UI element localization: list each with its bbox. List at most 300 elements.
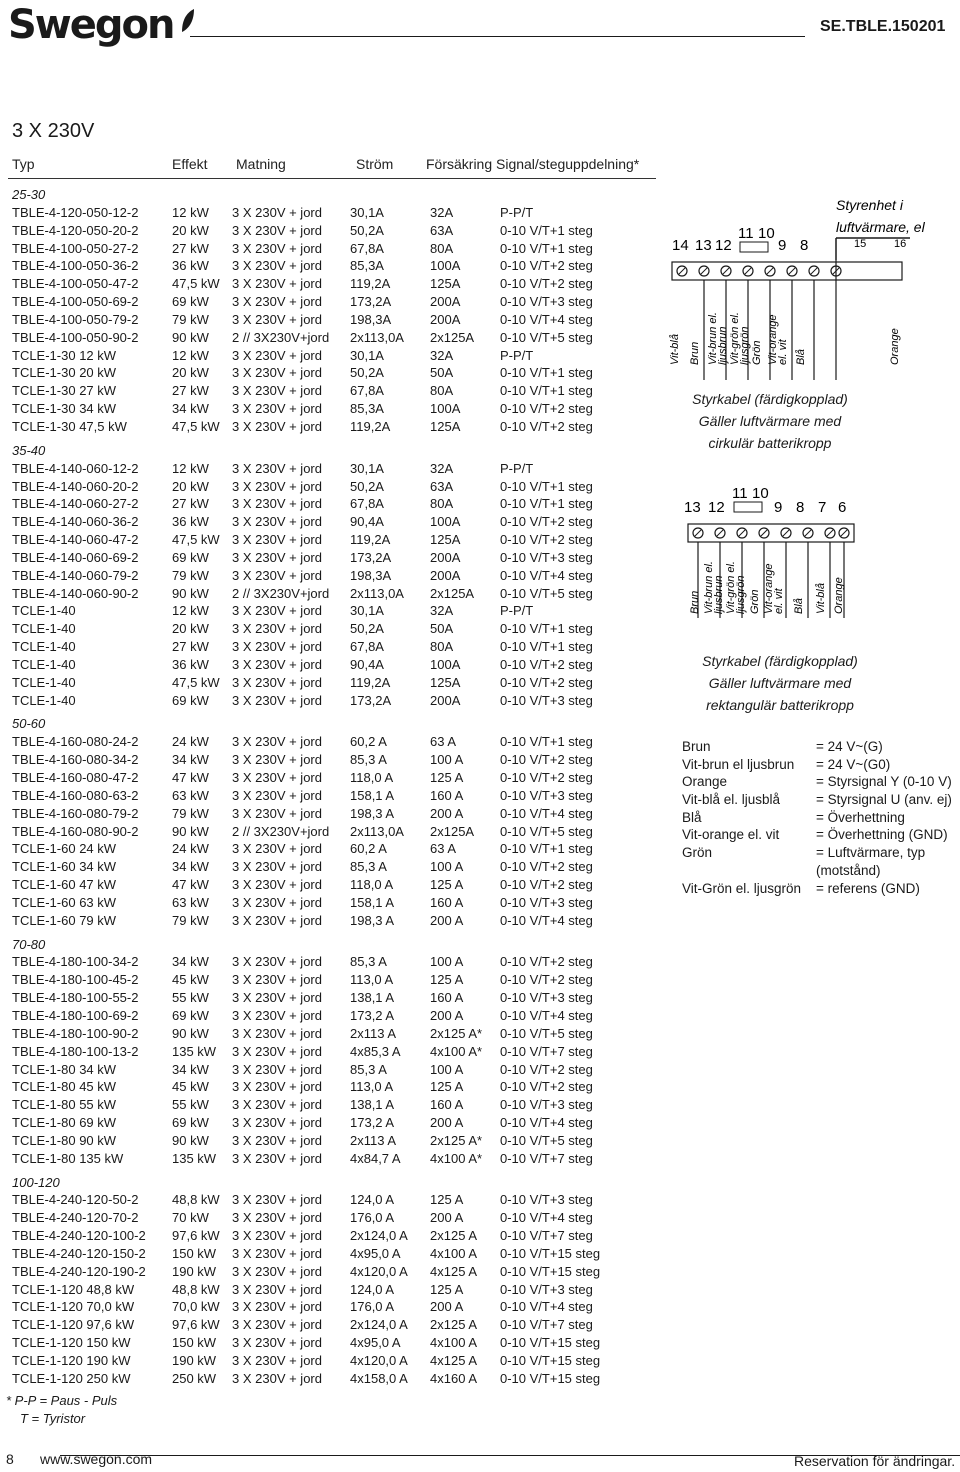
cell-matning: 3 X 230V + jord: [232, 418, 322, 434]
cell-matning: 3 X 230V + jord: [232, 532, 322, 548]
cell-matning: 3 X 230V + jord: [232, 1025, 322, 1041]
cell-signal: P-P/T: [500, 603, 534, 619]
table-row: [12, 1043, 652, 1061]
cell-matning: 3 X 230V + jord: [232, 1079, 322, 1095]
cell-strom: 4x95,0 A: [350, 1335, 401, 1351]
cell-forsakring: 200 A: [430, 1115, 464, 1131]
cell-matning: 3 X 230V + jord: [232, 912, 322, 928]
cell-typ: TCLE-1-40: [12, 621, 76, 637]
cell-typ: TCLE-1-80 34 kW: [12, 1061, 117, 1077]
cell-typ: TBLE-4-160-080-34-2: [12, 752, 139, 768]
cell-forsakring: 200 A: [430, 912, 464, 928]
cell-effekt: 55 kW: [172, 1097, 209, 1113]
table-row: [12, 1096, 652, 1114]
cell-signal: 0-10 V/T+4 steg: [500, 1210, 593, 1226]
cell-effekt: 12 kW: [172, 460, 209, 476]
cell-forsakring: 200 A: [430, 1299, 464, 1315]
cell-typ: TCLE-1-60 47 kW: [12, 877, 117, 893]
group-heading: 50-60: [12, 716, 46, 732]
cell-matning: 3 X 230V + jord: [232, 770, 322, 785]
cell-typ: TBLE-4-100-050-36-2: [12, 258, 139, 274]
cell-matning: 3 X 230V + jord: [232, 1115, 322, 1131]
cell-signal: 0-10 V/T+1 steg: [500, 383, 593, 399]
group-heading: 70-80: [12, 936, 46, 952]
cell-forsakring: 32A: [430, 204, 454, 220]
cell-forsakring: 200A: [430, 692, 461, 708]
cell-effekt: 47,5 kW: [172, 276, 220, 292]
cell-signal: 0-10 V/T+5 steg: [500, 823, 593, 839]
cell-strom: 50,2A: [350, 478, 384, 494]
cell-effekt: 90 kW: [172, 329, 209, 345]
cell-effekt: 20 kW: [172, 222, 209, 238]
cell-strom: 173,2 A: [350, 1007, 395, 1023]
cell-forsakring: 125A: [430, 674, 461, 690]
cell-forsakring: 125A: [430, 418, 461, 434]
cell-matning: 3 X 230V + jord: [232, 1097, 322, 1113]
table-row: [12, 1263, 652, 1281]
cell-matning: 3 X 230V + jord: [232, 841, 322, 857]
footnote-line-1: * P-P = Paus - Puls: [6, 1393, 118, 1408]
col-header-forsakring: Försäkring: [426, 156, 493, 172]
cell-effekt: 12 kW: [172, 347, 209, 363]
cell-effekt: 250 kW: [172, 1370, 217, 1386]
cell-strom: 85,3A: [350, 401, 384, 417]
table-row: [12, 1316, 652, 1334]
terminal-11: 11: [738, 225, 754, 242]
cell-strom: 4x84,7 A: [350, 1150, 401, 1166]
cell-effekt: 47,5 kW: [172, 418, 220, 434]
cell-forsakring: 4x125 A: [430, 1353, 477, 1368]
cell-matning: 3 X 230V + jord: [232, 1299, 322, 1315]
cell-typ: TCLE-1-40: [12, 674, 76, 690]
cell-signal: 0-10 V/T+2 steg: [500, 656, 593, 672]
screw-slot: [723, 268, 729, 274]
cell-strom: 90,4A: [350, 656, 384, 672]
table-row: [12, 1245, 652, 1263]
cell-matning: 3 X 230V + jord: [232, 1192, 322, 1208]
cell-typ: TBLE-4-140-060-27-2: [12, 496, 139, 512]
cell-strom: 85,3 A: [350, 859, 387, 875]
cell-effekt: 48,8 kW: [172, 1192, 220, 1208]
diagram1-caption-3: cirkulär batterikropp: [708, 435, 832, 451]
cell-signal: 0-10 V/T+7 steg: [500, 1043, 593, 1059]
cell-strom: 119,2A: [350, 276, 391, 292]
terminal-9: 9: [774, 499, 783, 516]
cell-matning: 3 X 230V + jord: [232, 1335, 322, 1351]
cell-strom: 176,0 A: [350, 1210, 395, 1226]
footnote-line-2: T = Tyristor: [20, 1411, 86, 1426]
cell-forsakring: 100A: [430, 258, 461, 274]
document-code: SE.TBLE.150201: [820, 18, 946, 35]
cell-signal: 0-10 V/T+3 steg: [500, 894, 593, 910]
cell-typ: TBLE-4-180-100-13-2: [12, 1043, 139, 1059]
cell-effekt: 69 kW: [172, 549, 209, 565]
table-row: [12, 638, 652, 656]
terminal-7: 7: [818, 499, 827, 516]
cell-typ: TBLE-4-100-050-90-2: [12, 329, 139, 345]
cell-forsakring: 4x100 A: [430, 1245, 477, 1261]
cell-forsakring: 100A: [430, 401, 461, 417]
cell-strom: 30,1A: [350, 603, 384, 619]
legend-color: Vit-brun el ljusbrun: [682, 756, 795, 772]
table-row: [12, 1132, 652, 1150]
cell-matning: 3 X 230V + jord: [232, 240, 322, 256]
cell-forsakring: 2x125 A: [430, 1317, 477, 1333]
terminal-11: 11: [732, 485, 748, 502]
table-row: [12, 1334, 652, 1352]
cell-signal: 0-10 V/T+1 steg: [500, 734, 593, 750]
cell-effekt: 90 kW: [172, 1132, 209, 1148]
cell-signal: 0-10 V/T+2 steg: [500, 972, 593, 988]
cell-typ: TBLE-4-140-060-20-2: [12, 478, 139, 494]
cell-matning: 3 X 230V + jord: [232, 1281, 322, 1297]
cell-signal: 0-10 V/T+2 steg: [500, 1079, 593, 1095]
resistor-symbol: [734, 502, 762, 512]
cell-effekt: 47,5 kW: [172, 532, 220, 548]
table-row: [12, 1025, 652, 1043]
cell-signal: 0-10 V/T+3 steg: [500, 1281, 593, 1297]
cell-matning: 3 X 230V + jord: [232, 1245, 322, 1261]
table-row: [12, 400, 652, 418]
cell-matning: 3 X 230V + jord: [232, 1150, 322, 1166]
cell-forsakring: 32A: [430, 603, 454, 619]
cell-matning: 3 X 230V + jord: [232, 1228, 322, 1244]
cell-typ: TBLE-4-140-060-12-2: [12, 460, 139, 476]
cell-signal: 0-10 V/T+4 steg: [500, 311, 593, 327]
cell-forsakring: 125 A: [430, 770, 464, 785]
wire-label: Orange: [833, 577, 845, 614]
legend-color: Vit-orange el. vit: [682, 827, 780, 843]
cell-signal: 0-10 V/T+2 steg: [500, 770, 593, 785]
footer-note: Reservation för ändringar.: [794, 1453, 956, 1469]
cell-effekt: 12 kW: [172, 204, 209, 220]
legend-meaning: = Överhettning (GND): [816, 827, 948, 843]
table-header-rule: [8, 178, 656, 179]
cell-typ: TCLE-1-30 20 kW: [12, 365, 117, 381]
cell-strom: 118,0 A: [350, 877, 394, 893]
wire-label: Orange: [889, 328, 901, 365]
cell-matning: 3 X 230V + jord: [232, 805, 322, 821]
cell-forsakring: 100 A: [430, 859, 464, 875]
cell-typ: TCLE-1-30 27 kW: [12, 383, 117, 399]
cell-strom: 60,2 A: [350, 841, 387, 857]
cell-strom: 85,3 A: [350, 954, 387, 970]
screw-slot: [761, 530, 767, 536]
wire-label: Grön: [749, 589, 761, 614]
cell-effekt: 135 kW: [172, 1043, 217, 1059]
cell-signal: 0-10 V/T+4 steg: [500, 1007, 593, 1023]
diagram1-caption-1: Styrkabel (färdigkopplad): [692, 391, 848, 407]
cell-effekt: 55 kW: [172, 990, 209, 1006]
cell-typ: TBLE-4-180-100-69-2: [12, 1007, 139, 1023]
cell-strom: 30,1A: [350, 204, 384, 220]
wire-label: Vit-grön el.: [729, 312, 741, 365]
cell-effekt: 190 kW: [172, 1263, 217, 1279]
cell-effekt: 97,6 kW: [172, 1228, 220, 1244]
cell-signal: 0-10 V/T+3 steg: [500, 1097, 593, 1113]
terminal-13: 13: [695, 237, 712, 254]
cell-effekt: 97,6 kW: [172, 1317, 220, 1333]
cell-strom: 119,2A: [350, 532, 391, 548]
table-row: [12, 222, 652, 240]
screw-slot: [789, 268, 795, 274]
cell-signal: 0-10 V/T+7 steg: [500, 1228, 593, 1244]
cell-strom: 118,0 A: [350, 770, 394, 785]
table-row: [12, 1209, 652, 1227]
cell-typ: TCLE-1-80 45 kW: [12, 1079, 117, 1095]
cell-signal: 0-10 V/T+4 steg: [500, 805, 593, 821]
cell-effekt: 47 kW: [172, 877, 209, 893]
table-row: [12, 478, 652, 496]
cell-typ: TBLE-4-140-060-90-2: [12, 585, 139, 601]
cell-strom: 119,2A: [350, 418, 391, 434]
cell-matning: 2 // 3X230V+jord: [232, 585, 330, 601]
cell-effekt: 34 kW: [172, 954, 209, 970]
cell-effekt: 45 kW: [172, 972, 209, 988]
table-row: [12, 240, 652, 258]
cell-signal: 0-10 V/T+1 steg: [500, 639, 593, 655]
cell-strom: 173,2A: [350, 692, 392, 708]
wire-label: Vit-brun el.: [703, 561, 715, 614]
table-row: [12, 418, 652, 436]
cell-matning: 3 X 230V + jord: [232, 1132, 322, 1148]
cell-strom: 50,2A: [350, 621, 384, 637]
cell-signal: 0-10 V/T+15 steg: [500, 1263, 601, 1279]
cell-forsakring: 200 A: [430, 1007, 464, 1023]
cell-matning: 3 X 230V + jord: [232, 460, 322, 476]
table-row: [12, 805, 652, 823]
cell-forsakring: 4x160 A: [430, 1370, 477, 1386]
website-link[interactable]: www.swegon.com: [40, 1451, 153, 1467]
cell-strom: 4x95,0 A: [350, 1245, 401, 1261]
cell-signal: 0-10 V/T+7 steg: [500, 1150, 593, 1166]
wiring-diagram-rectangular: [680, 478, 880, 648]
cell-strom: 30,1A: [350, 460, 384, 476]
cell-forsakring: 100 A: [430, 752, 464, 768]
cell-strom: 2x124,0 A: [350, 1317, 408, 1333]
cell-matning: 3 X 230V + jord: [232, 894, 322, 910]
cell-typ: TCLE-1-40: [12, 603, 76, 619]
cell-effekt: 34 kW: [172, 1061, 209, 1077]
col-header-strom: Ström: [356, 156, 394, 172]
cell-forsakring: 200A: [430, 549, 461, 565]
cell-forsakring: 2x125A: [430, 329, 475, 345]
cell-effekt: 47,5 kW: [172, 674, 220, 690]
cell-typ: TBLE-4-180-100-55-2: [12, 990, 139, 1006]
cell-typ: TBLE-4-240-120-50-2: [12, 1192, 139, 1208]
cell-typ: TBLE-4-240-120-190-2: [12, 1263, 146, 1279]
cell-forsakring: 125A: [430, 276, 461, 292]
legend-meaning: = 24 V~(G0): [816, 756, 891, 772]
cell-effekt: 24 kW: [172, 841, 209, 857]
cell-signal: 0-10 V/T+2 steg: [500, 954, 593, 970]
cell-effekt: 48,8 kW: [172, 1281, 220, 1297]
cell-signal: 0-10 V/T+5 steg: [500, 329, 593, 345]
table-row: [12, 257, 652, 275]
cell-signal: 0-10 V/T+15 steg: [500, 1353, 601, 1368]
col-header-signal: Signal/steguppdelning*: [496, 156, 640, 172]
table-row: [12, 1114, 652, 1132]
cell-typ: TCLE-1-80 90 kW: [12, 1132, 117, 1148]
cell-effekt: 34 kW: [172, 752, 209, 768]
cell-strom: 198,3A: [350, 311, 392, 327]
cell-effekt: 27 kW: [172, 496, 209, 512]
page-title: 3 X 230V: [12, 120, 95, 142]
table-row: [12, 585, 652, 603]
cell-signal: 0-10 V/T+3 steg: [500, 692, 593, 708]
screw-slot: [745, 268, 751, 274]
cell-strom: 119,2A: [350, 674, 391, 690]
cell-strom: 4x85,3 A: [350, 1043, 401, 1059]
cell-typ: TCLE-1-30 47,5 kW: [12, 418, 127, 434]
cell-matning: 3 X 230V + jord: [232, 621, 322, 637]
cell-typ: TBLE-4-100-050-79-2: [12, 311, 139, 327]
cell-typ: TBLE-4-140-060-36-2: [12, 514, 139, 530]
cell-signal: 0-10 V/T+4 steg: [500, 567, 593, 583]
table-row: [12, 1150, 652, 1168]
cell-forsakring: 160 A: [430, 894, 464, 910]
cell-typ: TBLE-4-160-080-24-2: [12, 734, 139, 750]
cell-strom: 67,8A: [350, 383, 384, 399]
cell-effekt: 34 kW: [172, 859, 209, 875]
cell-matning: 3 X 230V + jord: [232, 204, 322, 220]
wire-label: Vit-orange: [763, 563, 775, 614]
wire-label: ljusgrön: [735, 575, 747, 614]
cell-signal: 0-10 V/T+15 steg: [500, 1370, 601, 1386]
group-heading: 25-30: [12, 187, 46, 202]
cell-matning: 3 X 230V + jord: [232, 401, 322, 417]
table-row: [12, 953, 652, 971]
table-row: [12, 894, 652, 912]
wire-label: Grön: [751, 340, 763, 365]
cell-effekt: 27 kW: [172, 639, 209, 655]
cell-signal: 0-10 V/T+15 steg: [500, 1245, 601, 1261]
cell-forsakring: 32A: [430, 347, 454, 363]
cell-effekt: 36 kW: [172, 258, 209, 274]
cell-signal: 0-10 V/T+1 steg: [500, 222, 593, 238]
screw-slot: [827, 530, 833, 536]
cell-forsakring: 125 A: [430, 972, 464, 988]
cell-signal: P-P/T: [500, 460, 534, 476]
cell-forsakring: 4x125 A: [430, 1263, 477, 1279]
legend-meaning: = Styrsignal U (anv. ej): [816, 792, 952, 808]
cell-typ: TCLE-1-120 48,8 kW: [12, 1281, 135, 1297]
legend-color: Blå: [682, 809, 702, 825]
wire-label: Blå: [795, 349, 807, 365]
page-number: 8: [6, 1451, 14, 1467]
cell-signal: 0-10 V/T+7 steg: [500, 1317, 593, 1333]
table-row: [12, 549, 652, 567]
cell-typ: TCLE-1-80 69 kW: [12, 1115, 117, 1131]
cell-forsakring: 80A: [430, 383, 454, 399]
cell-forsakring: 50A: [430, 365, 454, 381]
cell-strom: 2x113 A: [350, 1025, 397, 1041]
wire-label: ljusbrun: [713, 575, 725, 614]
cell-effekt: 69 kW: [172, 692, 209, 708]
cell-typ: TBLE-4-120-050-12-2: [12, 204, 139, 220]
cell-signal: 0-10 V/T+2 steg: [500, 877, 593, 893]
cell-typ: TCLE-1-60 63 kW: [12, 894, 117, 910]
cell-typ: TCLE-1-120 70,0 kW: [12, 1299, 135, 1315]
cell-forsakring: 2x125A: [430, 823, 475, 839]
cell-effekt: 79 kW: [172, 567, 209, 583]
cell-matning: 3 X 230V + jord: [232, 1061, 322, 1077]
cell-typ: TBLE-4-160-080-47-2: [12, 770, 139, 785]
cell-matning: 3 X 230V + jord: [232, 877, 322, 893]
cell-typ: TBLE-4-160-080-79-2: [12, 805, 139, 821]
cell-matning: 3 X 230V + jord: [232, 1370, 322, 1386]
cell-effekt: 20 kW: [172, 621, 209, 637]
cell-matning: 3 X 230V + jord: [232, 752, 322, 768]
terminal-9: 9: [778, 237, 787, 254]
cell-forsakring: 160 A: [430, 1097, 464, 1113]
cell-matning: 3 X 230V + jord: [232, 347, 322, 363]
col-header-effekt: Effekt: [172, 156, 208, 172]
cell-forsakring: 200A: [430, 294, 461, 310]
screw-slot: [701, 268, 707, 274]
table-row: [12, 293, 652, 311]
col-header-typ: Typ: [12, 156, 35, 172]
cell-strom: 4x120,0 A: [350, 1263, 408, 1279]
cell-strom: 67,8A: [350, 496, 384, 512]
cell-signal: 0-10 V/T+1 steg: [500, 478, 593, 494]
table-row: [12, 620, 652, 638]
table-row: [12, 1227, 652, 1245]
cell-matning: 3 X 230V + jord: [232, 514, 322, 530]
cell-signal: 0-10 V/T+15 steg: [500, 1335, 601, 1351]
cell-strom: 2x124,0 A: [350, 1228, 408, 1244]
legend-meaning: = 24 V~(G): [816, 739, 883, 754]
cell-signal: 0-10 V/T+3 steg: [500, 1192, 593, 1208]
cell-strom: 4x120,0 A: [350, 1353, 408, 1368]
table-row: [12, 1352, 652, 1370]
cell-effekt: 90 kW: [172, 585, 209, 601]
cell-signal: 0-10 V/T+2 steg: [500, 276, 593, 292]
wire-label: Vit-grön el.: [725, 561, 737, 614]
footnote: [6, 1392, 117, 1428]
table-row: [12, 567, 652, 585]
table-row: [12, 311, 652, 329]
cell-strom: 198,3A: [350, 567, 392, 583]
cell-forsakring: 2x125 A*: [430, 1025, 483, 1041]
cell-strom: 176,0 A: [350, 1299, 395, 1315]
cell-effekt: 69 kW: [172, 294, 209, 310]
cell-typ: TBLE-4-120-050-20-2: [12, 222, 139, 238]
cell-signal: 0-10 V/T+5 steg: [500, 1132, 593, 1148]
cell-forsakring: 2x125 A*: [430, 1132, 483, 1148]
cell-strom: 67,8A: [350, 240, 384, 256]
cell-forsakring: 200A: [430, 567, 461, 583]
cell-strom: 158,1 A: [350, 787, 395, 803]
table-row: [12, 1281, 652, 1299]
screw-slot: [805, 530, 811, 536]
cell-signal: 0-10 V/T+1 steg: [500, 496, 593, 512]
cell-matning: 3 X 230V + jord: [232, 567, 322, 583]
cell-strom: 173,2A: [350, 549, 392, 565]
table-row: [12, 1298, 652, 1316]
table-row: [12, 769, 652, 787]
cell-typ: TCLE-1-80 135 kW: [12, 1150, 124, 1166]
cell-effekt: 69 kW: [172, 1115, 209, 1131]
cell-typ: TCLE-1-40: [12, 639, 76, 655]
cell-strom: 173,2A: [350, 294, 392, 310]
cell-strom: 124,0 A: [350, 1192, 395, 1208]
table-row: [12, 912, 652, 930]
cell-typ: TCLE-1-60 24 kW: [12, 841, 117, 857]
cell-strom: 67,8A: [350, 639, 384, 655]
diagram2-caption-3: rektangulär batterikropp: [706, 697, 854, 713]
cell-typ: TBLE-4-160-080-90-2: [12, 823, 139, 839]
